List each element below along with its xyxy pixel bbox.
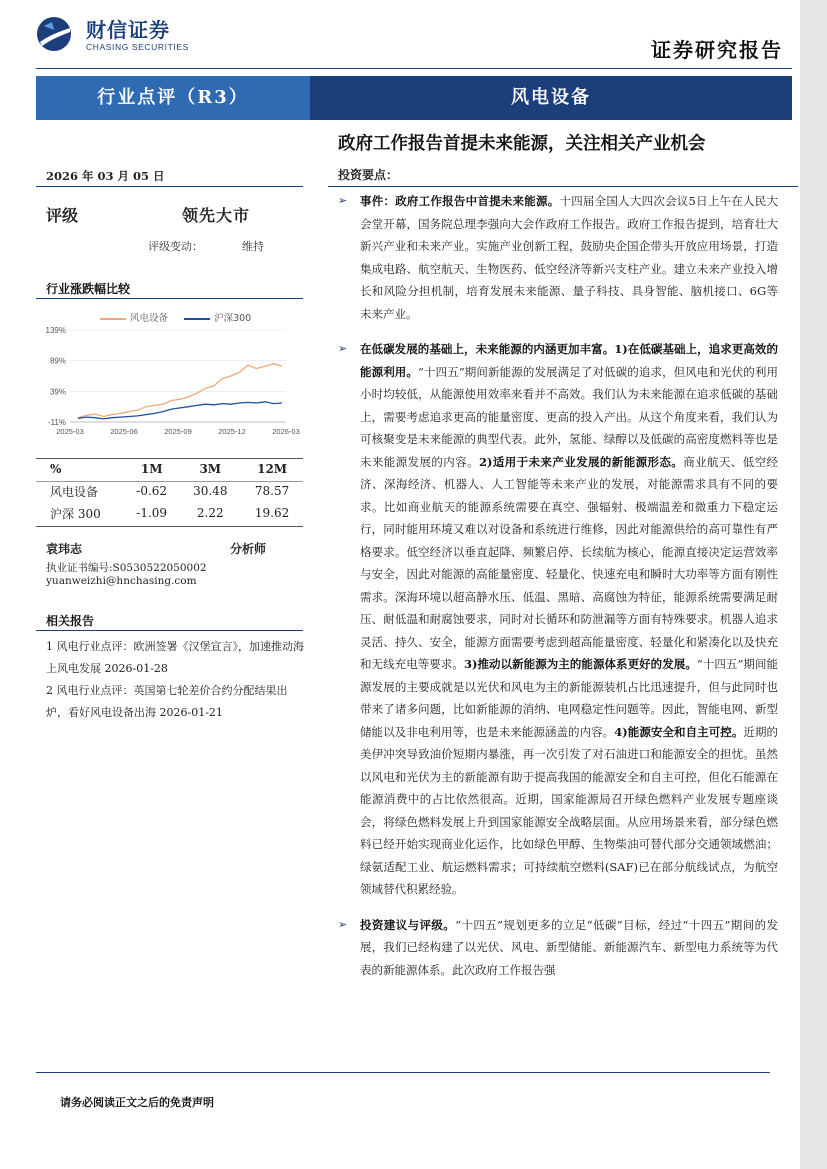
related-reports-title: 相关报告 xyxy=(46,614,95,628)
disclaimer-notice[interactable]: 请务必阅读正文之后的免责声明 xyxy=(60,1096,214,1109)
performance-table xyxy=(46,458,303,524)
rating-value: 领先大市 xyxy=(182,206,251,225)
table-cell: 沪深 300 xyxy=(50,506,101,521)
table-cell: 78.57 xyxy=(254,484,290,498)
y-tick-label: -11% xyxy=(47,418,66,427)
paragraph-text: 商业航天、低空经济、深海经济、机器人、人工智能等未来产业的发展，对能源需求具有不同的要求。比如商业航天的能源系统需要在真空、强辐射、极端温差和微重力下稳定运行，同时能用环境又难以对设备和系统进行维修，因此对能源供给的高可靠性有严格要求。低空经济以垂直起降、频繁启停、长续航为核心，能源直接决定运营效率与安全，因此对能源的高能量密度、轻量化、快速充电和瞬时大功率等方面有刚性需求。深海环境以超高静水压、低温、黑暗、高腐蚀为特征，能源系统需要满足耐压、耐低温和耐腐蚀要求，同时对长循环和防泄漏等方面有特殊要求。机器人追求灵活、持久、安全，能源方面需要考虑到超高能量密度、轻量化和紧凑化以及快充和无线充电等要求。 xyxy=(360,454,778,671)
paragraph-text: 近期的美伊冲突导致油价短期内暴涨，再一次引发了对石油进口和能源安全的担忧。虽然以风电和光伏为主的新能源有助于提高我国的能源安全和自主可控，但化石能源在能源消费中的占比依然很高。近期，国家能源局召开绿色燃料产业发展专题座谈会，将绿色燃料发展上升到国家能源安全战略层面。从应用场景来看，部分绿色燃料已经开始实现商业化运作，比如绿色甲醇、生物柴油可替代部分交通领域燃油；绿氨适配工业、航运燃料需求；可持续航空燃料(SAF)已在部分航线试点，为航空领域替代积累经验。 xyxy=(360,724,779,896)
legend-swatch-industry xyxy=(100,318,126,320)
date-divider xyxy=(36,186,303,187)
x-tick-label: 2026-03 xyxy=(272,427,300,436)
key-points-title: 投资要点： xyxy=(338,168,399,182)
report-category-band: 行业点评（R3） xyxy=(36,76,310,120)
key-point-paragraph xyxy=(338,190,778,325)
table-header-rule xyxy=(36,481,303,482)
table-top-rule xyxy=(36,458,303,459)
related-section-divider xyxy=(36,630,303,631)
paragraph-text: 十四届全国人大四次会议5日上午在人民大会堂开幕，国务院总理李强向大会作政府工作报告。政府工作报告提到，培育壮大新兴产业和未来产业。实施产业创新工程，鼓励央企国企带头开放应用场景，打造集成电路、航空航天、生物医药、低空经济等新兴支柱产业。建立未来产业投入增长和风险分担机制，培育发展未来能源、量子科技、具身智能、脑机接口、6G等未来产业。 xyxy=(360,194,778,321)
report-type-label: 证券研究报告 xyxy=(651,38,783,62)
paragraph-lead: 在低碳发展的基础上，未来能源的内涵更加丰富。1)在低碳基础上，追求更高效的能源利用。 xyxy=(360,342,778,379)
legend-swatch-index xyxy=(184,318,210,320)
key-points-divider xyxy=(328,186,798,187)
table-cell: 19.62 xyxy=(254,506,290,520)
brand-name-en: CHASING SECURITIES xyxy=(86,42,189,52)
series-line-industry xyxy=(78,364,282,418)
paragraph-lead: 2)适用于未来产业发展的新能源形态。 xyxy=(478,454,684,469)
x-tick-label: 2025-06 xyxy=(110,427,138,436)
y-tick-label: 39% xyxy=(49,387,66,397)
performance-table-header xyxy=(46,458,303,480)
table-header-cell: 12M xyxy=(257,462,288,476)
x-tick-label: 2025-12 xyxy=(218,427,246,436)
arrow-bullet-icon: ➢ xyxy=(338,917,348,931)
header-divider xyxy=(36,68,792,69)
legend-label-index: 沪深300 xyxy=(214,313,252,324)
analyst-name: 袁玮志 xyxy=(46,542,83,556)
y-tick-label: 139% xyxy=(45,326,66,335)
rating-change-value: 维持 xyxy=(242,240,264,253)
table-cell: -1.09 xyxy=(136,506,168,520)
paragraph-lead: 投资建议与评级。 xyxy=(360,917,456,932)
industry-band: 风电设备 xyxy=(310,76,792,120)
key-points-body xyxy=(338,190,778,994)
table-header-cell: % xyxy=(50,462,62,476)
key-point-paragraph xyxy=(338,338,778,901)
analyst-email[interactable]: yuanweizhi@hnchasing.com xyxy=(46,575,197,587)
x-tick-label: 2025-09 xyxy=(164,427,192,436)
table-header-cell: 1M xyxy=(140,462,163,476)
paragraph-text: “十四五”期间新能源的发展满足了对低碳的追求，但风电和光伏的利用小时均较低，从能源使用效率来看并不高效。我们认为未来能源在追求低碳的基础上，需要考虑追求更高的能量密度、更高的投入产出。从这个角度来看，我们认为可核聚变是未来能源的典型代表。此外，氢能、绿醇以及低碳的高密度燃料等也是未来能源发展的内容。 xyxy=(360,364,779,469)
rating-change-label: 评级变动： xyxy=(148,240,203,253)
analyst-role: 分析师 xyxy=(230,542,267,556)
legend-label-industry: 风电设备 xyxy=(130,313,169,324)
x-tick-label: 2025-03 xyxy=(56,427,84,436)
table-cell: 2.22 xyxy=(196,506,224,520)
arrow-bullet-icon: ➢ xyxy=(338,194,348,207)
report-date: 2026 年 03 月 05 日 xyxy=(46,169,165,183)
table-cell: 风电设备 xyxy=(50,484,99,499)
table-row xyxy=(46,502,303,524)
table-header-cell: 3M xyxy=(199,462,222,476)
key-point-paragraph xyxy=(338,914,778,982)
paragraph-lead: 4)能源安全和自主可控。 xyxy=(614,724,744,739)
paragraph-lead: 事件：政府工作报告中首提未来能源。 xyxy=(360,194,560,208)
arrow-bullet-icon: ➢ xyxy=(338,342,348,355)
page-side-bar xyxy=(800,0,827,1169)
performance-section-title: 行业涨跌幅比较 xyxy=(46,282,131,296)
y-tick-label: 89% xyxy=(49,356,66,366)
performance-line-chart xyxy=(36,322,303,444)
table-cell: 30.48 xyxy=(193,484,228,498)
report-headline: 政府工作报告首提未来能源，关注相关产业机会 xyxy=(338,134,706,154)
paragraph-lead: 3)推动以新能源为主的能源体系更好的发展。 xyxy=(463,657,697,671)
paragraph-text: “十四五”规划更多的立足“低碳”目标，经过“十四五”期间的发展，我们已经构建了以光伏、风电、新型储能、新能源汽车、新型电力系统等为代表的新能源体系。此次政府工作报告强 xyxy=(360,917,778,977)
paragraph-text: “十四五”期间能源发展的主要成就是以光伏和风电为主的新能源装机占比迅速提升，但与此同时也带来了诸多问题，比如新能源的消纳、电网稳定性问题等。因此，智能电网、新型储能以及非电利用等，也是未来能源涵盖的内容。 xyxy=(360,657,778,739)
rating-label: 评级 xyxy=(46,206,79,225)
analyst-certificate: 执业证书编号:S0530522050002 xyxy=(46,562,207,574)
chasing-securities-logo-icon xyxy=(36,16,72,52)
table-cell: -0.62 xyxy=(136,484,168,498)
table-bottom-rule xyxy=(36,526,303,527)
related-report-item[interactable]: 2 风电行业点评：英国第七轮差价合约分配结果出炉，看好风电设备出海 2026-01-21 xyxy=(46,684,288,719)
series-line-index xyxy=(78,402,282,419)
brand-name-cn: 财信证券 xyxy=(86,18,170,42)
related-report-item[interactable]: 1 风电行业点评：欧洲签署《汉堡宣言》，加速推动海上风电发展 2026-01-28 xyxy=(46,640,304,675)
performance-section-divider xyxy=(36,298,303,299)
footer-divider xyxy=(36,1072,770,1073)
table-row xyxy=(46,480,303,502)
